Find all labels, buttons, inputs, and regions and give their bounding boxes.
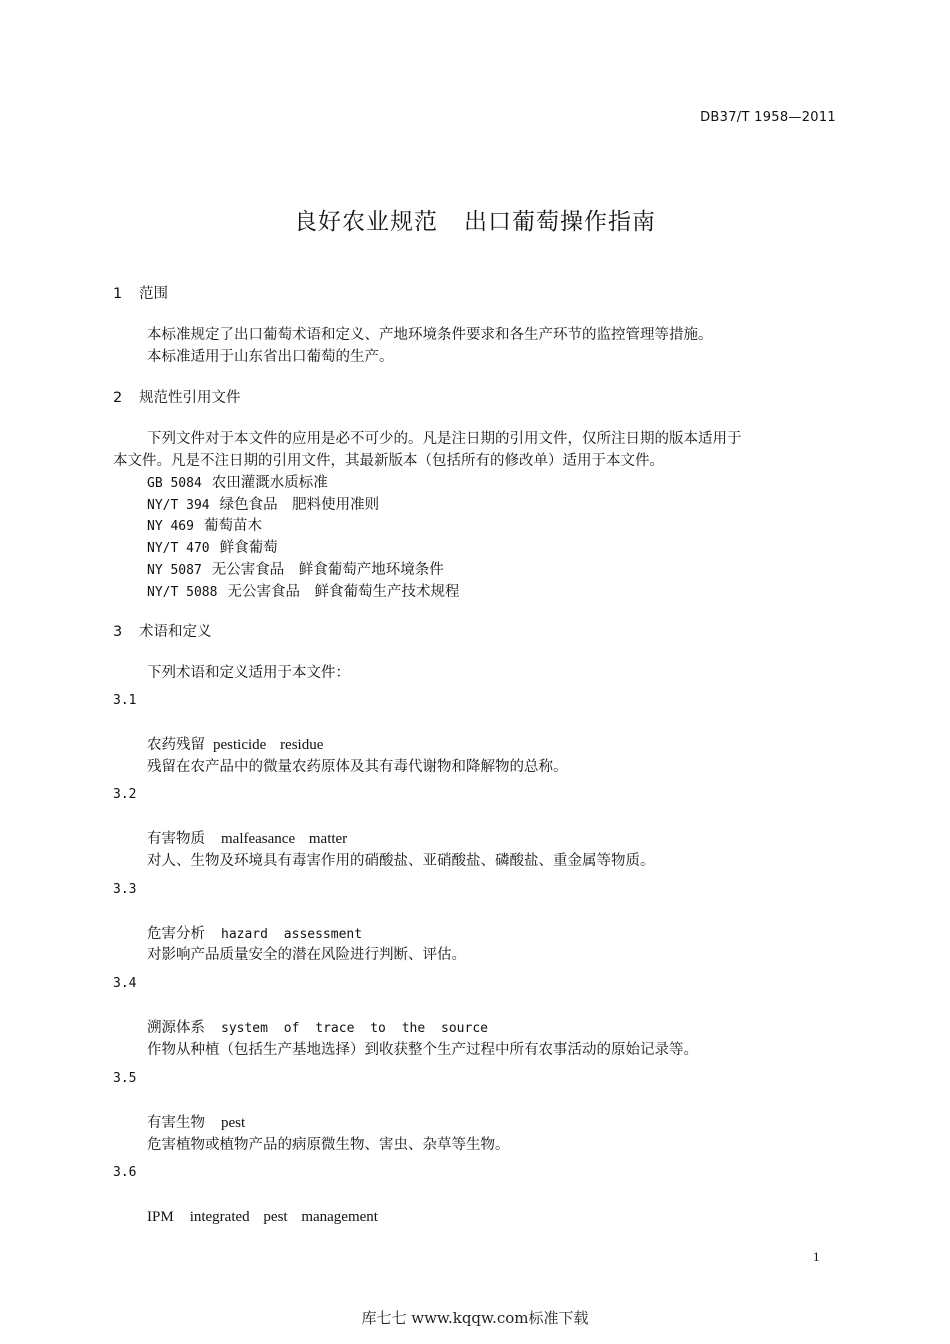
section-title: 规范性引用文件: [139, 390, 241, 406]
reference-title: 农田灌溉水质标准: [211, 475, 328, 491]
term-en: pesticide residue: [213, 737, 324, 753]
section-3-heading: [113, 620, 212, 641]
term-definition: 对人、生物及环境具有毒害作用的硝酸盐、亚硝酸盐、磷酸盐、重金属等物质。: [147, 853, 655, 869]
term-definition: 危害植物或植物产品的病原微生物、害虫、杂草等生物。: [147, 1137, 510, 1153]
reference-item: [147, 471, 328, 492]
reference-code: GB 5084: [147, 476, 202, 491]
term-en: system of trace to the source: [221, 1021, 488, 1036]
standard-code: DB37/T 1958—2011: [700, 110, 836, 125]
term-heading: [147, 733, 323, 754]
title-part-1: 良好农业规范: [294, 209, 438, 235]
reference-title: 无公害食品 鲜食葡萄生产技术规程: [227, 584, 460, 600]
reference-code: NY/T 470: [147, 541, 210, 556]
title-part-2: 出口葡萄操作指南: [464, 209, 656, 235]
term-zh: 危害分析: [147, 926, 205, 942]
term-en: integrated pest management: [189, 1209, 378, 1225]
term-zh: 有害物质: [147, 831, 205, 847]
term-definition: 残留在农产品中的微量农药原体及其有毒代谢物和降解物的总称。: [147, 759, 568, 775]
paragraph: 本标准适用于山东省出口葡萄的生产。: [147, 349, 394, 365]
term-heading: [147, 1111, 245, 1132]
term-number: 3.1: [113, 693, 137, 708]
paragraph: 下列术语和定义适用于本文件：: [147, 665, 350, 681]
term-zh: 有害生物: [147, 1115, 205, 1131]
reference-title: 绿色食品 肥料使用准则: [219, 497, 380, 513]
term-en: pest: [221, 1115, 246, 1131]
term-heading: [147, 827, 347, 848]
term-heading: [147, 922, 362, 943]
reference-item: [147, 493, 379, 514]
section-number: 2: [113, 390, 123, 406]
section-number: 3: [113, 624, 123, 640]
term-number: 3.4: [113, 976, 137, 991]
paragraph: 本标准规定了出口葡萄术语和定义、产地环境条件要求和各生产环节的监控管理等措施。: [147, 327, 713, 343]
footer-watermark-text: 库七七 www.kqqw.com标准下载: [361, 1309, 589, 1327]
reference-title: 葡萄苗木: [203, 518, 262, 534]
reference-code: NY 469: [147, 519, 194, 534]
term-number: 3.3: [113, 882, 137, 897]
reference-item: [147, 536, 278, 557]
term-zh: 农药残留: [147, 737, 205, 753]
term-number: 3.6: [113, 1165, 137, 1180]
document-title: [0, 203, 950, 236]
reference-item: [147, 580, 459, 601]
section-title: 范围: [139, 286, 168, 302]
term-abbrev: IPM: [147, 1209, 174, 1225]
term-number: 3.5: [113, 1071, 137, 1086]
reference-code: NY/T 394: [147, 498, 210, 513]
reference-code: NY 5087: [147, 563, 202, 578]
term-heading: [147, 1016, 488, 1037]
term-en: hazard assessment: [221, 927, 363, 942]
reference-title: 鲜食葡萄: [219, 540, 278, 556]
section-number: 1: [113, 286, 123, 302]
section-2-heading: [113, 386, 241, 407]
reference-code: NY/T 5088: [147, 585, 218, 600]
term-number: 3.2: [113, 787, 137, 802]
section-1-heading: [113, 282, 168, 303]
reference-item: [147, 514, 262, 535]
term-heading: [147, 1206, 378, 1226]
section-title: 术语和定义: [139, 624, 212, 640]
term-definition: 作物从种植（包括生产基地选择）到收获整个生产过程中所有农事活动的原始记录等。: [147, 1042, 698, 1058]
page-number: 1: [813, 1249, 820, 1264]
paragraph: 本文件。凡是不注日期的引用文件，其最新版本（包括所有的修改单）适用于本文件。: [113, 453, 664, 469]
paragraph: 下列文件对于本文件的应用是必不可少的。凡是注日期的引用文件，仅所注日期的版本适用于: [147, 431, 742, 447]
reference-item: [147, 558, 444, 579]
term-definition: 对影响产品质量安全的潜在风险进行判断、评估。: [147, 947, 466, 963]
reference-title: 无公害食品 鲜食葡萄产地环境条件: [211, 562, 444, 578]
term-en: malfeasance matter: [221, 831, 348, 847]
term-zh: 溯源体系: [147, 1020, 205, 1036]
